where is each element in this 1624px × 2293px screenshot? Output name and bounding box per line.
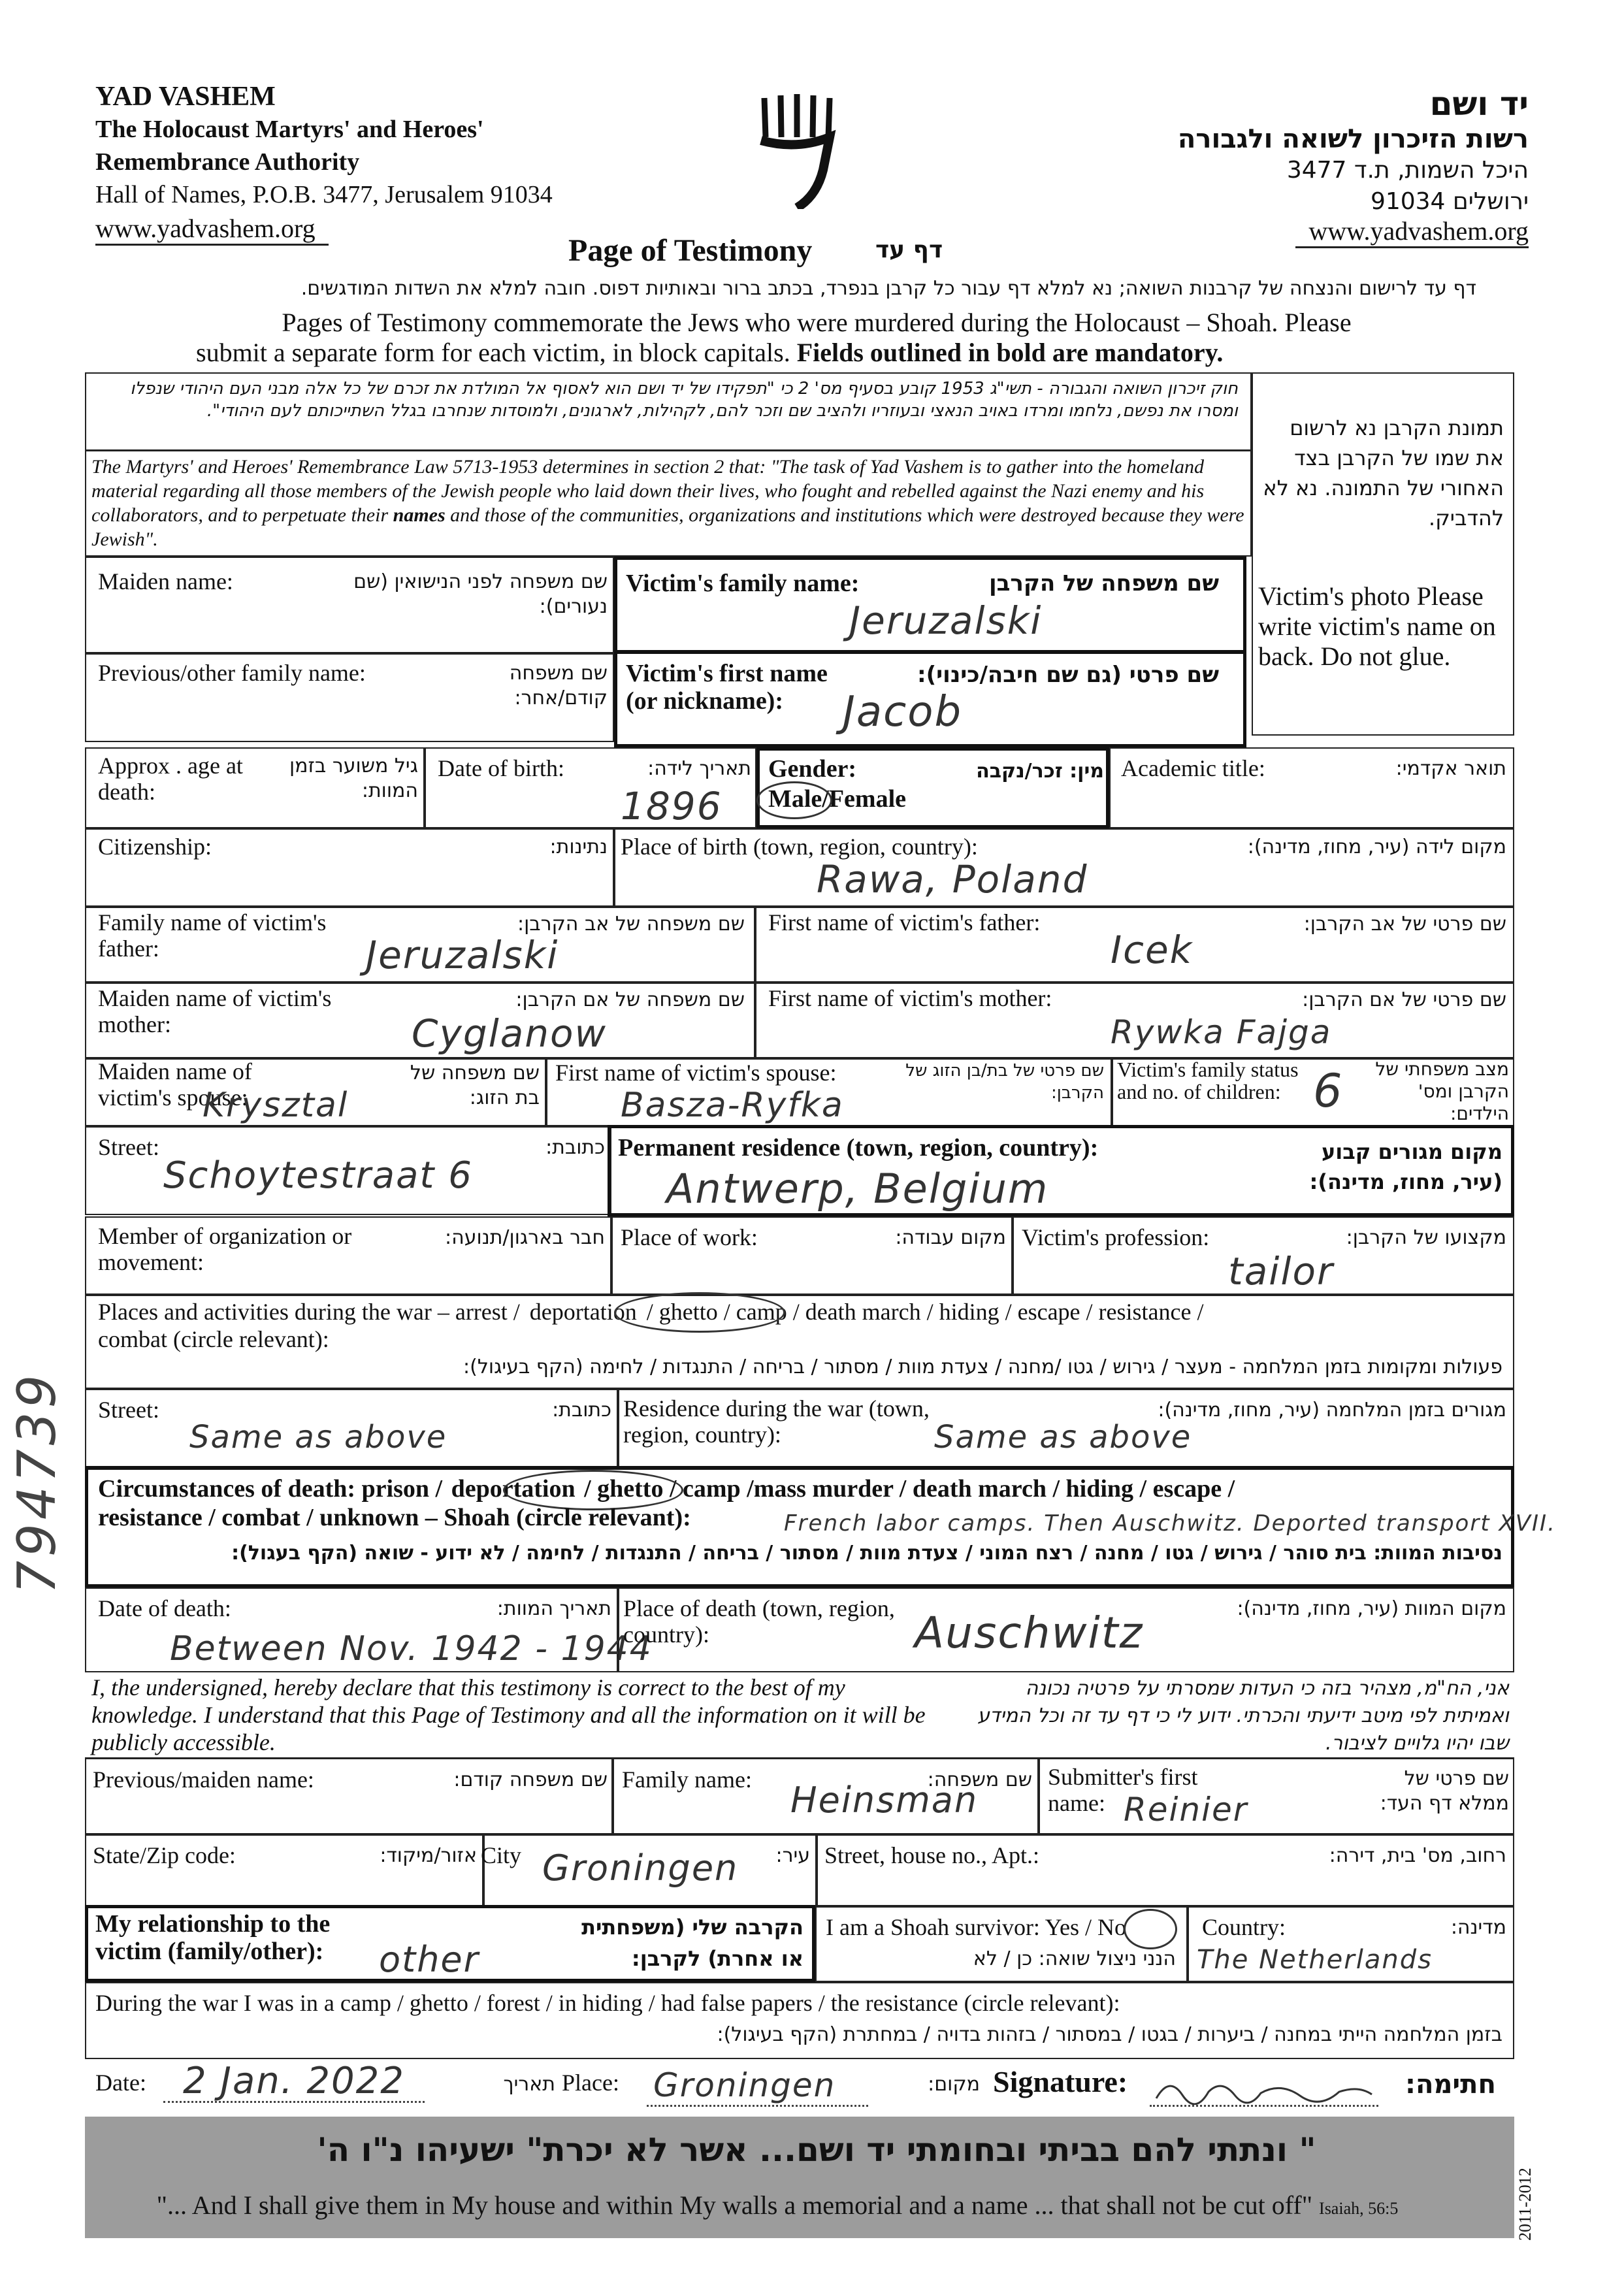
address-label: Street, house no., Apt.: [824,1842,1039,1868]
dob-label: Date of birth: [438,755,564,781]
citizenship-label: Citizenship: [98,834,212,860]
age-label: Approx . age at death: [98,753,243,805]
sign-date-label-he: תאריך [503,2073,555,2096]
signature-scribble [1150,2072,1378,2105]
sign-date-value[interactable]: 2 Jan. 2022 [163,2062,425,2103]
sub-prev-label: Previous/maiden name: [93,1766,314,1793]
first-name-label-he: שם פרטי (גם שם חיבה/כינוי): [917,662,1219,688]
family-name-value[interactable]: Jeruzalski [849,598,1043,643]
circumstances-text-b: / ghetto / camp /mass murder / death march / hiding / escape / [584,1475,1235,1503]
maiden-name-label-he: שם משפחה לפני הנישואין (שם נעורים): [353,570,608,618]
pob-label-he: מקום לידה (עיר, מחוז, מדינה): [1247,836,1506,858]
war-street-label-he: כתובת: [552,1399,611,1422]
war-residence-label-he: מגורים בזמן המלחמה (עיר, מחוז, מדינה): [1158,1399,1506,1422]
declaration-en: I, the undersigned, hereby declare that this testimony is correct to the best of my knowledge. I understand that this Page of Testimony and all the information on it will be publicly accessible. [91,1674,926,1755]
prev-name-label-he: שם משפחה קודם/אחר: [509,662,608,709]
father-family-value[interactable]: Jeruzalski [366,933,559,977]
residence-value[interactable]: Antwerp, Belgium [666,1165,1049,1212]
yad-vashem-logo [751,91,843,209]
father-family-label-he: שם משפחה של אב הקרבן: [517,913,745,935]
street-value[interactable]: Schoytestraat 6 [163,1154,473,1197]
relationship-label-he: הקרבה שלי (משפחתית או אחרת) לקרבן: [581,1915,804,1971]
sign-place-label: Place: [562,2070,619,2096]
sub-family-label: Family name: [622,1766,752,1793]
war-residence-value[interactable]: Same as above [934,1419,1192,1455]
mother-maiden-label-he: שם משפחה של אם הקרבן: [515,988,745,1011]
survivor-no-circle [1124,1909,1177,1949]
dob-label-he: תאריך לידה: [647,757,751,780]
instructions-he: דף עד לרישום והנצחה של קרבנות השואה; נא למלא דף עבור כל קרבן בנפרד, בכתב ברור ובאותיות דפוס. חובה למלא את השדות המודגשים. [300,277,1476,300]
street-label: Street: [98,1134,159,1160]
sub-prev-label-he: שם משפחה קודם: [453,1768,608,1791]
org-subtitle-en: The Holocaust Martyrs' and Heroes' [95,116,484,143]
mother-first-value[interactable]: Rywka Fajga [1111,1013,1332,1051]
mother-first-label: First name of victim's mother: [768,985,1052,1011]
father-family-label: Family name of victim's father: [98,909,327,962]
org-name-he: יד ושם [1429,85,1529,123]
org-subtitle-en-2: Remembrance Authority [95,148,360,176]
sub-first-label-he: שם פרטי של ממלא דף העד: [1380,1767,1509,1815]
family-name-label-he: שם משפחה של הקרבן [988,570,1219,596]
dod-value[interactable]: Between Nov. 1942 - 1944 [170,1629,653,1668]
dob-value[interactable]: 1896 [621,784,723,828]
country-label: Country: [1202,1914,1286,1940]
pod-value[interactable]: Auschwitz [915,1608,1144,1658]
org-address-en: Hall of Names, P.O.B. 3477, Jerusalem 91034 [95,181,553,208]
circumstances-text-a: Circumstances of death: prison / [98,1475,443,1503]
side-number: 794739 [7,1371,67,1594]
gender-options[interactable]: Male/Female [768,785,907,813]
spouse-first-label: First name of victim's spouse: [555,1060,837,1086]
city-value[interactable]: Groningen [542,1847,739,1889]
war-deportation-option[interactable]: deportation [529,1299,637,1325]
form-title-he: דף עד [875,236,943,263]
survivor-label [826,1914,1126,1940]
law-text-en-a: The Martyrs' and Heroes' Remembrance Law 5713-1953 determines in section 2 that: "The task of Yad Vashem is to gather into the homeland material regarding all those members of the Jewish people who laid down their lives, who fought and rebelled against the Nazi enemy and his collaborators, and to perpetuate their [91,456,1205,526]
war-activities-text-b: / ghetto / camp / death march / hiding / escape / resistance / [646,1299,1204,1325]
survivor-no-option[interactable]: No [1097,1914,1126,1940]
first-name-value[interactable]: Jacob [843,688,963,736]
dod-label: Date of death: [98,1595,231,1621]
spouse-maiden-label: Maiden name of victim's spouse: [98,1058,252,1111]
instructions-en-2 [196,337,1223,368]
family-status-label: Victim's family status and no. of children: [1117,1058,1299,1103]
residence-label-he: מקום מגורים קבוע (עיר, מחוז, מדינה): [1309,1139,1502,1194]
profession-label: Victim's profession: [1022,1224,1210,1250]
gender-label-he: מין: זכר/נקבה [976,760,1104,783]
circ-deportation-option[interactable]: deportation [451,1475,576,1503]
member-label: Member of organization or movement: [98,1223,352,1275]
address-label-he: רחוב, מס' בית, דירה: [1329,1844,1506,1867]
org-subtitle-he: רשות הזיכרון לשואה ולגבורה [1177,124,1529,154]
org-url-en[interactable]: www.yadvashem.org [95,213,329,246]
sign-date-label: Date: [95,2070,146,2096]
pod-label-he: מקום המוות (עיר, מחוז, מדינה): [1237,1597,1506,1620]
sub-family-label-he: שם משפחה: [927,1768,1032,1791]
war-activities-text-a: Places and activities during the war – arrest / [98,1299,520,1325]
pob-value[interactable]: Rawa, Poland [817,857,1088,902]
children-value[interactable]: 6 [1313,1064,1344,1118]
footer-quote-ref: Isaiah, 56:5 [1319,2199,1399,2218]
during-war-label: During the war I was in a camp / ghetto / forest / in hiding / had false papers / the resistance (circle relevant): [95,1990,1120,2016]
mother-maiden-label: Maiden name of victim's mother: [98,985,332,1037]
city-label: City [481,1842,522,1868]
photo-instructions-he: תמונת הקרבן נא לרשום את שמו של הקרבן בצד האחורי של התמונה. נא לא להדביק. [1263,415,1504,530]
war-residence-label: Residence during the war (town, region, country): [623,1395,930,1448]
pod-label: Place of death (town, region, country): [623,1595,895,1648]
family-name-label: Victim's family name: [626,570,860,597]
during-war-label-he: בזמן המלחמה הייתי במחנה / ביערות / בגטו / במסתור / בזהות בדויה / במחתרת (הקף בעיגול): [717,2023,1502,2046]
circumstances-label-he: נסיבות המוות: בית סוהר / גירוש / גטו / מחנה / רצח המוני / צעדת מוות / מסתור / בריחה / התנגדות / לחימה / לא ידוע - שואה (הקף בעגול): [231,1542,1502,1565]
law-text-en-b: and those of the communities, organizations and institutions which were destroyed because they were Jewish". [91,504,1244,550]
law-names: names [393,504,446,526]
form-year: 2011-2012 [1516,2168,1535,2241]
city-label-he: עיר: [775,1844,810,1867]
org-name-en: YAD VASHEM [95,82,276,112]
spouse-first-value[interactable]: Basza-Ryfka [621,1086,844,1125]
war-deportation-circle [614,1292,785,1333]
work-label-he: מקום עבודה: [895,1226,1006,1249]
street-label-he: כתובת: [545,1136,605,1159]
academic-label-he: תואר אקדמי: [1395,757,1506,780]
spouse-maiden-value[interactable]: Krysztal [203,1086,349,1125]
work-label: Place of work: [621,1224,758,1250]
member-label-he: חבר בארגון/תנועה: [445,1226,605,1249]
org-city-he: ירושלים 91034 [1370,188,1529,215]
sign-place-label-he: מקום: [928,2073,980,2096]
family-status-label-he: מצב משפחתי של הקרבן ומס' הילדים: [1375,1058,1509,1124]
org-address-he: היכל השמות, ת.ד 3477 [1286,157,1529,184]
sub-family-value[interactable]: Heinsman [790,1780,979,1821]
academic-label: Academic title: [1121,755,1265,781]
spouse-maiden-label-he: שם משפחה של בת הזוג: [410,1062,540,1109]
footer-quote-he: " ונתתי להם בביתי ובחומתי יד ושם... אשר לא יכרת" ישעיהו נ"ו ה' [317,2131,1316,2169]
instructions-en-1: Pages of Testimony commemorate the Jews who were murdered during the Holocaust – Shoah. Please [282,308,1352,337]
instructions-mandatory: Fields outlined in bold are mandatory. [796,338,1224,367]
age-label-he: גיל משוער בזמן המוות: [289,755,418,802]
org-url-he[interactable]: www.yadvashem.org [1295,216,1529,248]
war-activities-label-he: פעולות ומקומות בזמן המלחמה - מעצר / גירוש / גטו /מחנה / צעדת מוות / מסתור / בריחה / התנגדות / לחימה (הקף בעיגול): [463,1356,1502,1378]
prev-name-label: Previous/other family name: [98,660,366,686]
war-activities-label-2: combat (circle relevant): [98,1326,329,1352]
circumstances-label-2: resistance / combat / unknown – Shoah (circle relevant): [98,1504,691,1531]
father-first-label: First name of victim's father: [768,909,1041,935]
zip-label: State/Zip code: [93,1842,236,1868]
law-text-en [91,455,1248,551]
spouse-first-label-he: שם פרטי של בת/בן הזוג של הקרבן: [905,1061,1104,1103]
profession-label-he: מקצועו של הקרבן: [1346,1226,1506,1249]
photo-instructions-en: Victim's photo Please write victim's name on back. Do not glue. [1258,581,1496,671]
signature-label: Signature: [993,2065,1128,2098]
sub-first-value[interactable]: Reinier [1124,1791,1248,1829]
war-street-label: Street: [98,1397,159,1423]
country-label-he: מדינה: [1450,1916,1506,1939]
signature-label-he: חתימה: [1405,2070,1496,2100]
gender-label: Gender: [768,755,857,783]
country-value[interactable]: The Netherlands [1197,1945,1433,1975]
survivor-text: I am a Shoah survivor: Yes / [826,1914,1092,1940]
sign-place-value[interactable]: Groningen [647,2066,868,2107]
father-first-value[interactable]: Icek [1111,928,1194,972]
pob-label: Place of birth (town, region, country): [621,834,978,860]
first-name-label: Victim's first name (or nickname): [626,660,828,715]
war-street-value[interactable]: Same as above [189,1419,447,1455]
mother-maiden-value[interactable]: Cyglanow [412,1011,607,1056]
form-title: Page of Testimony [568,233,813,268]
dod-label-he: תאריך המוות: [496,1597,611,1620]
father-first-label-he: שם פרטי של אב הקרבן: [1303,913,1506,935]
zip-label-he: אזור/מיקוד: [380,1844,477,1867]
declaration-he: אני, הח"מ, מצהיר בזה כי העדות שמסרתי על פרטיה נכונה ואמיתית לפי מיטב ידיעתי והכרתי. ידוע לי כי דף עד זה וכל המידע שבו יהיו גלויים לציבור. [977,1677,1509,1755]
footer-quote-en-text: "... And I shall give them in My house and within My walls a memorial and a name ... that shall not be cut off" [156,2190,1313,2220]
instructions-en-2-text: submit a separate form for each victim, in block capitals. [196,338,790,367]
profession-value[interactable]: tailor [1228,1249,1334,1293]
footer-quote-en [105,2190,1450,2220]
law-text-he: חוק זיכרון השואה והגבורה - תשי"ג 1953 קובע בסעיף מס' 2 כי "תפקידו של יד ושם הוא לאסוף אל המולדת את זכרם של כל אלה מבני העם היהודי שנפלו ומסרו את נפשם, נלחמו ומרדו באויב הנאצי ובעוזריו ולהציב שם וזכר להם, לקהילות, לארגונים, ולמוסדות שנחרבו בגלל השתייכותם לעם היהודי". [130,379,1238,421]
mother-first-label-he: שם פרטי של אם הקרבן: [1302,988,1506,1011]
signature-line[interactable] [1150,2072,1378,2107]
relationship-label: My relationship to the victim (family/other): [95,1910,331,1965]
gender-male-circle [756,781,832,819]
relationship-value[interactable]: other [379,1939,479,1980]
citizenship-label-he: נתינות: [549,836,608,858]
sub-first-label: Submitter's first name: [1048,1764,1198,1816]
circumstances-note[interactable]: French labor camps. Then Auschwitz. Deported transport XVII. [784,1510,1556,1537]
survivor-label-he: הנני ניצול שואה: כן / לא [973,1947,1176,1970]
residence-label: Permanent residence (town, region, country): [618,1134,1099,1162]
maiden-name-label: Maiden name: [98,568,233,594]
